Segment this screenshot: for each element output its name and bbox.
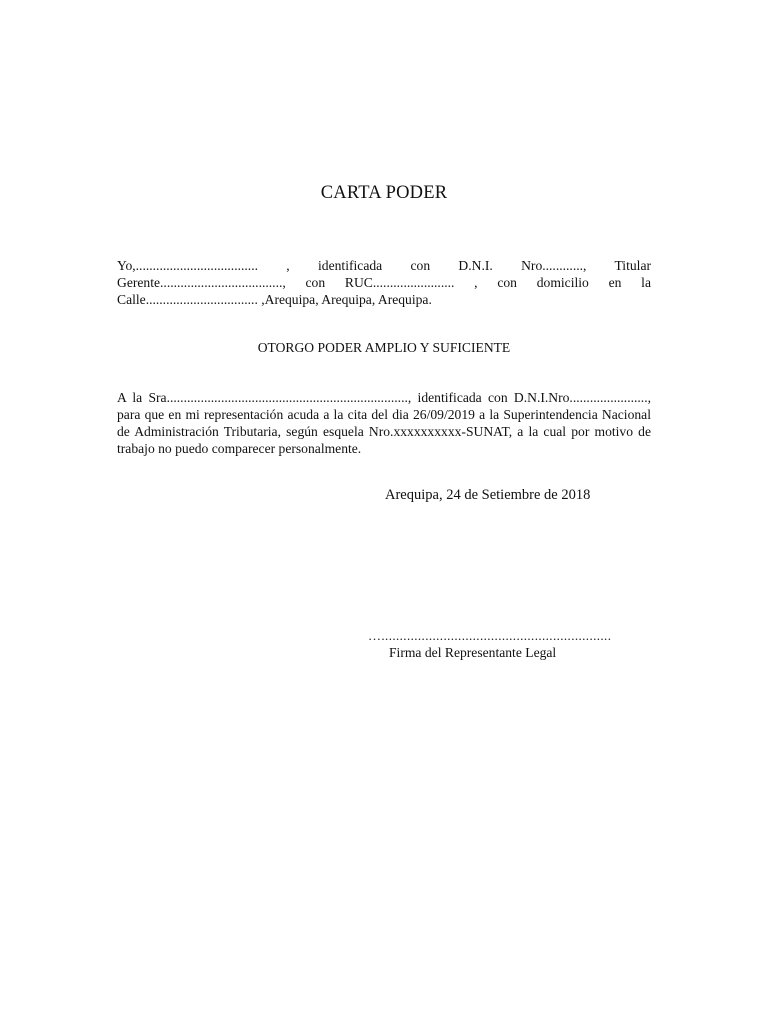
power-grant-heading: OTORGO PODER AMPLIO Y SUFICIENTE (257, 340, 511, 355)
declarant-paragraph: Yo,.................................... , identificada con D.N.I. Nro............, Titular Gerente...................................., con RUC........................ , con domicilio en la Calle................................. ,Arequipa, Arequipa, Arequipa. (117, 258, 651, 307)
signature-label: Firma del Representante Legal (389, 645, 557, 660)
representative-paragraph: A la Sra......................................................................., identificada con D.N.I.Nro......................., para que en mi representación acuda a la cita del dia 26/09/2019 a la Superintendencia Nacional de Administración Tributaria, según esquela Nro.xxxxxxxxxx-SUNAT, a la cual por motivo de trabajo no puedo comparecer personalmente. (117, 390, 651, 456)
date-line: Arequipa, 24 de Setiembre de 2018 (385, 487, 591, 503)
signature-line: …............................................................... (368, 628, 612, 643)
document-title: CARTA PODER (320, 183, 448, 203)
